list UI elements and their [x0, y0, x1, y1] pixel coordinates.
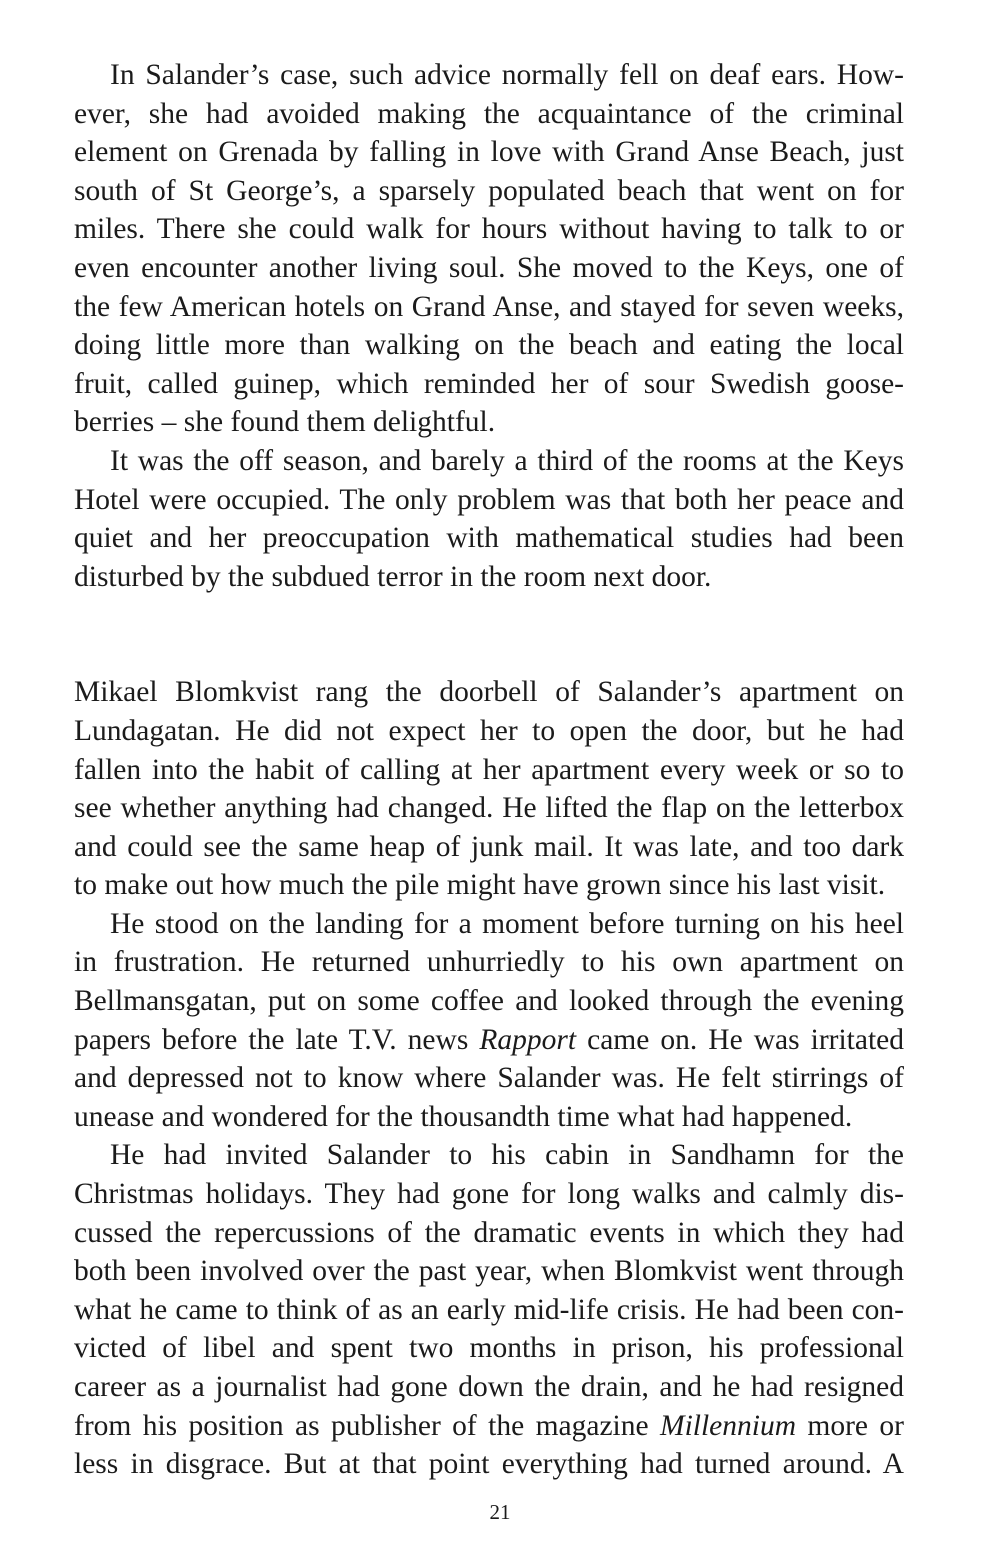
text-line: unease and wondered for the thousandth time what had happened. — [74, 1100, 853, 1133]
text-line: and could see the same heap of junk mail. It was late, and too dark — [74, 830, 904, 863]
text-line: less in disgrace. But at that point everything had turned around. A — [74, 1448, 904, 1481]
text-line: element on Grenada by falling in love with Grand Anse Beach, just — [74, 136, 904, 169]
text-line: Mikael Blomkvist rang the doorbell of Salander’s apartment on — [74, 676, 904, 709]
text-line: career as a journalist had gone down the drain, and he had resigned — [74, 1371, 904, 1403]
text-line: both been involved over the past year, when Blomkvist went through — [74, 1255, 904, 1288]
paragraph-blomkvist-frustration — [74, 905, 904, 1137]
text-line: the few American hotels on Grand Anse, and stayed for seven weeks, — [74, 290, 904, 323]
section-break — [74, 596, 904, 673]
text-line: fallen into the habit of calling at her apartment every week or so to — [74, 753, 904, 786]
text-line: Lundagatan. He did not expect her to open the door, but he had — [74, 714, 904, 747]
text-segment: came on. He was irritated — [576, 1023, 904, 1056]
text-line: south of St George’s, a sparsely populated beach that went on for — [74, 174, 904, 207]
text-line: even encounter another living soul. She moved to the Keys, one of — [74, 251, 904, 284]
text-segment: from his position as publisher of the magazine — [74, 1409, 660, 1442]
text-line: see whether anything had changed. He lifted the flap on the letterbox — [74, 792, 904, 825]
paragraph-blomkvist-lundagatan — [74, 673, 904, 905]
text-line: and depressed not to know where Salander was. He felt stirrings of — [74, 1062, 904, 1095]
text-line: He stood on the landing for a moment before turning on his heel — [110, 907, 904, 940]
text-line: disturbed by the subdued terror in the room next door. — [74, 560, 712, 593]
text-line: Christmas holidays. They had gone for long walks and calmly dis- — [74, 1178, 904, 1211]
text-line: It was the off season, and barely a third of the rooms at the Keys — [110, 444, 904, 477]
text-line — [74, 1407, 904, 1446]
paragraph-sandhamn-invitation — [74, 1136, 904, 1483]
text-line: quiet and her preoccupation with mathematical studies had been — [74, 522, 904, 555]
text-line: In Salander’s case, such advice normally fell on deaf ears. How- — [110, 59, 904, 91]
text-line: in frustration. He returned unhurriedly to his own apartment on — [74, 946, 904, 979]
text-segment: papers before the late T.V. news — [74, 1023, 480, 1056]
book-page-text — [74, 56, 904, 1484]
magazine-title-millennium: Millennium — [660, 1409, 797, 1442]
page-number: 21 — [489, 1500, 511, 1524]
text-line: Bellmansgatan, put on some coffee and looked through the evening — [74, 985, 904, 1018]
text-line: victed of libel and spent two months in prison, his professional — [74, 1332, 904, 1365]
paragraph-keys-hotel — [74, 442, 904, 596]
program-title-rapport: Rapport — [479, 1023, 577, 1056]
text-line: He had invited Salander to his cabin in Sandhamn for the — [110, 1139, 904, 1172]
text-line: berries – she found them delightful. — [74, 406, 496, 439]
text-line: fruit, called guinep, which reminded her of sour Swedish goose- — [74, 367, 904, 400]
text-line: cussed the repercussions of the dramatic events in which they had — [74, 1216, 904, 1249]
text-line: Hotel were occupied. The only problem was that both her peace and — [74, 483, 904, 516]
text-line: doing little more than walking on the beach and eating the local — [74, 329, 904, 362]
paragraph-salander-grenada — [74, 56, 904, 442]
text-segment: more or — [796, 1409, 904, 1442]
text-line: to make out how much the pile might have grown since his last visit. — [74, 869, 886, 902]
text-line: what he came to think of as an early mid-life crisis. He had been con- — [74, 1293, 904, 1326]
text-line: miles. There she could walk for hours without having to talk to or — [74, 213, 904, 246]
text-line — [74, 1021, 904, 1060]
text-line: ever, she had avoided making the acquaintance of the criminal — [74, 97, 904, 130]
